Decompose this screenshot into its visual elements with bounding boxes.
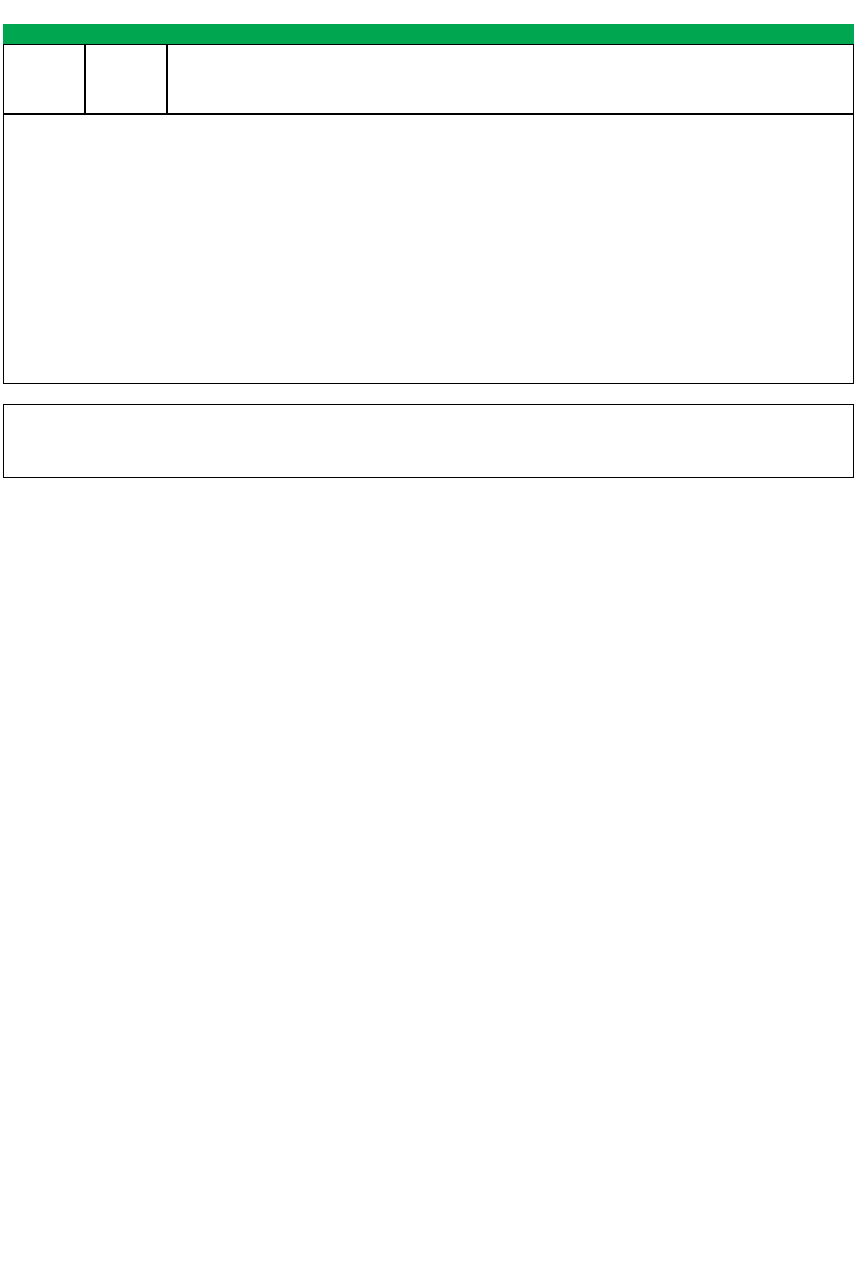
usdcad-chart — [85, 134, 625, 364]
currency-cad — [3, 44, 85, 114]
header-currency — [3, 24, 85, 44]
header-points — [167, 24, 854, 44]
usd-panel — [3, 404, 854, 478]
trend-cad — [85, 44, 167, 114]
header-trend — [85, 24, 167, 44]
points-cad — [167, 44, 854, 114]
